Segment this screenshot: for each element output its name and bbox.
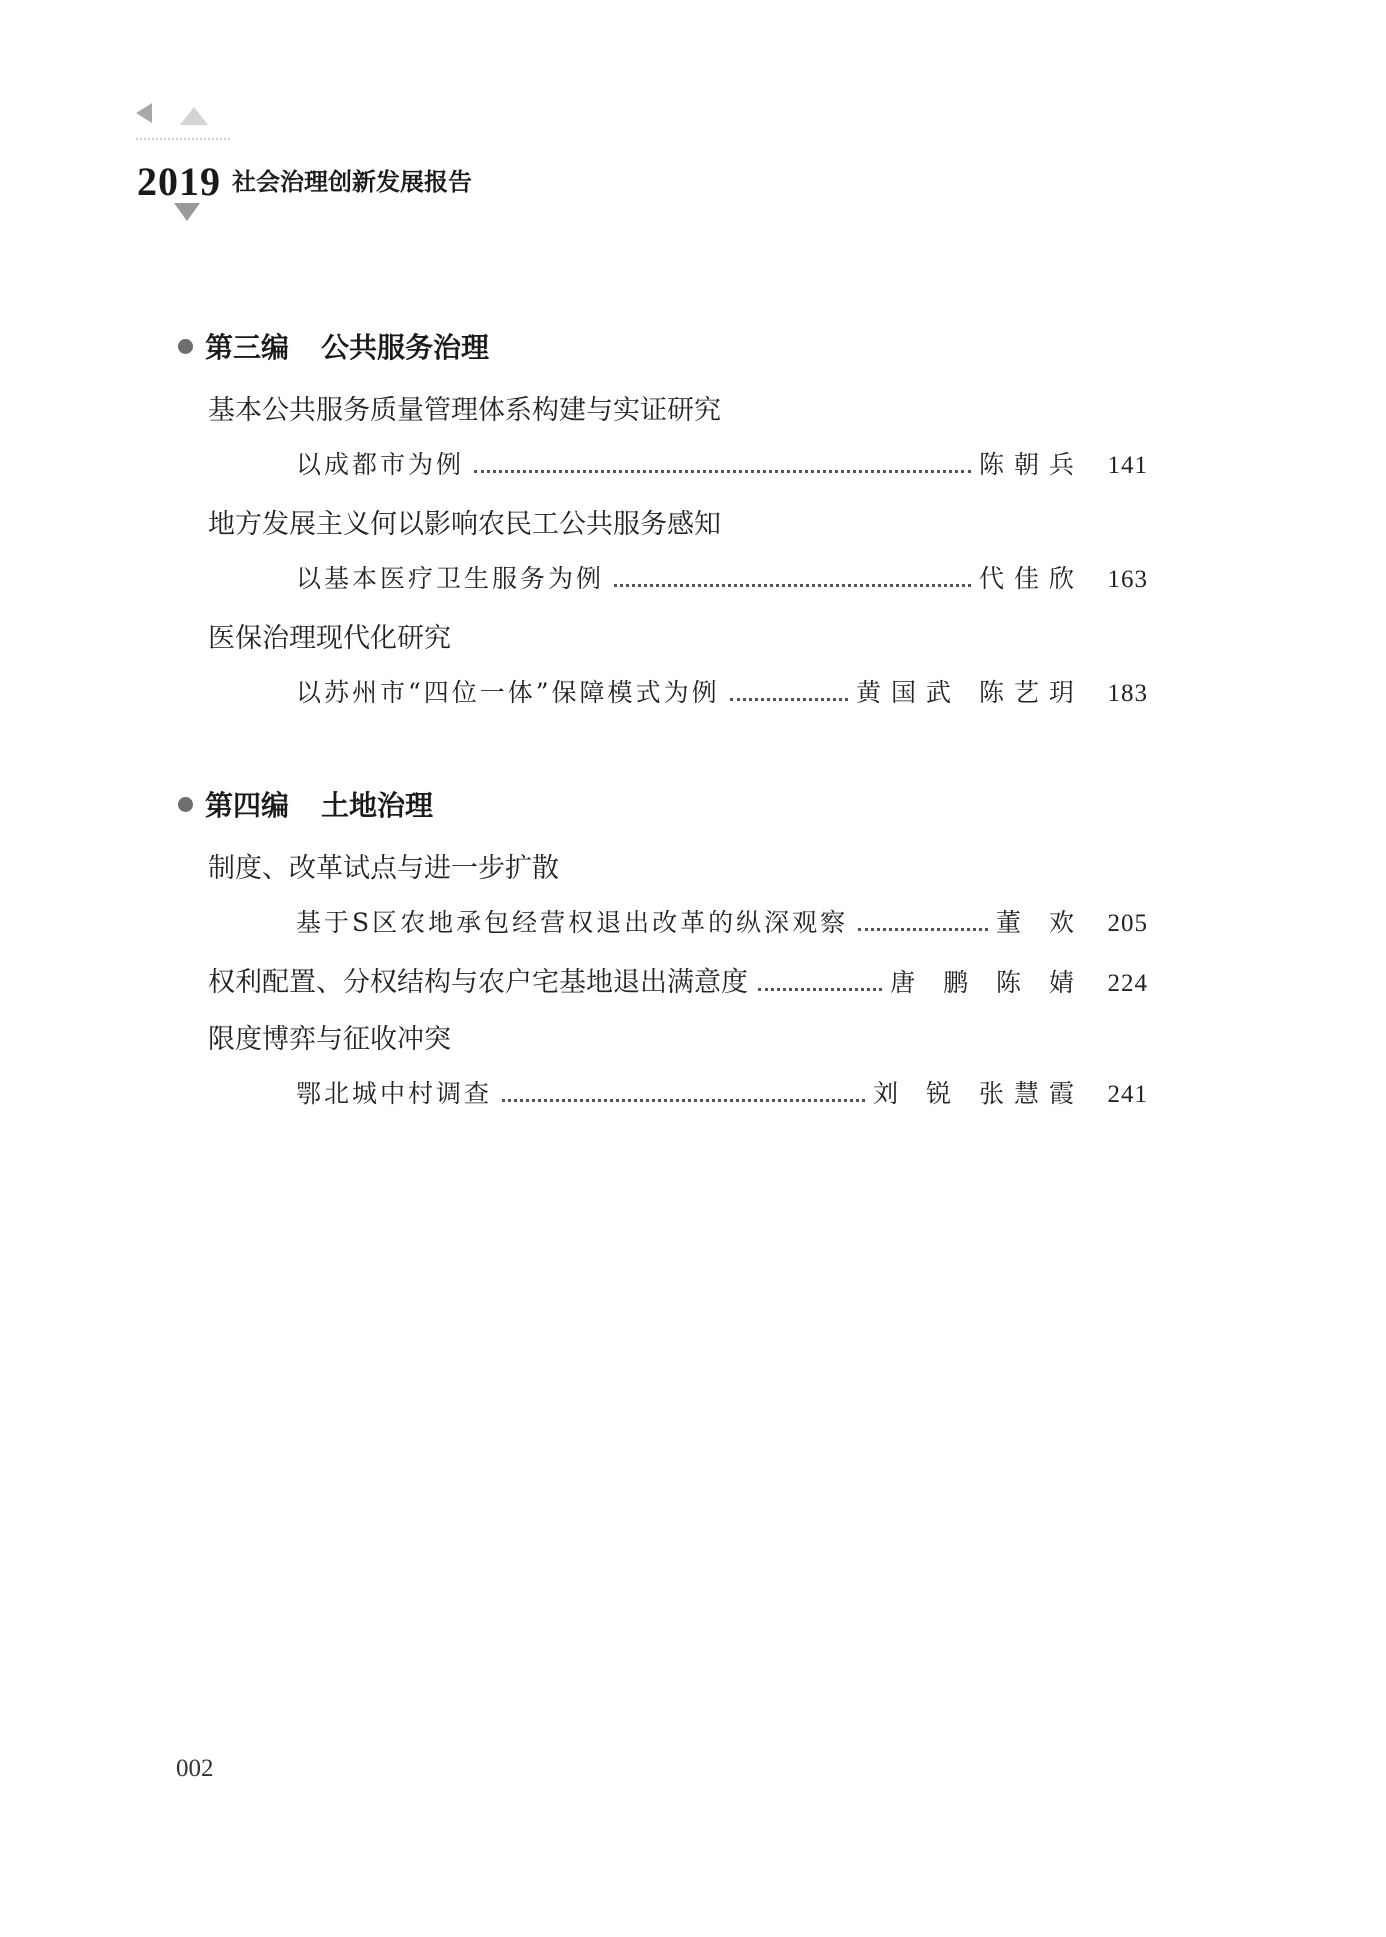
toc-entry-subtitle[interactable] bbox=[178, 889, 1158, 946]
toc-entry-subtitle-text: 基于S区农地承包经营权退出改革的纵深观察 bbox=[296, 908, 849, 937]
dot-leader bbox=[474, 470, 971, 473]
toc-entry-subtitle[interactable] bbox=[178, 431, 1158, 488]
dot-leader bbox=[614, 584, 971, 587]
toc-entry-page: 163 bbox=[1107, 566, 1148, 593]
toc-entry-page: 205 bbox=[1107, 910, 1148, 937]
section-heading bbox=[178, 318, 1158, 374]
dot-leader bbox=[730, 698, 848, 701]
toc-entry-page: 141 bbox=[1107, 452, 1148, 479]
toc-entry-title-text: 医保治理现代化研究 bbox=[208, 623, 451, 654]
toc-entry-author: 代佳欣 bbox=[978, 564, 1084, 593]
section-three bbox=[178, 318, 1158, 716]
page-number: 002 bbox=[176, 1755, 214, 1782]
bullet-icon bbox=[178, 797, 193, 812]
section-name: 土地治理 bbox=[321, 789, 434, 822]
toc-entry-author: 唐 鹏 陈 婧 bbox=[890, 968, 1084, 997]
toc-entry-page: 241 bbox=[1107, 1081, 1148, 1108]
toc-entry-title-text: 制度、改革试点与进一步扩散 bbox=[208, 853, 559, 884]
dot-leader bbox=[858, 928, 988, 931]
toc-entry-subtitle[interactable] bbox=[178, 545, 1158, 602]
toc-entry-title[interactable] bbox=[178, 374, 1158, 431]
toc-entry-author: 黄国武 陈艺玥 bbox=[856, 678, 1084, 707]
section-number: 第三编 bbox=[205, 331, 290, 364]
toc-entry-title-text: 限度博弈与征收冲突 bbox=[208, 1024, 451, 1055]
toc-entry-subtitle[interactable] bbox=[178, 1060, 1158, 1117]
toc-entry-subtitle-text: 以基本医疗卫生服务为例 bbox=[296, 564, 605, 593]
toc-entry-subtitle-text: 以苏州市“四位一体”保障模式为例 bbox=[296, 678, 720, 707]
toc-entry-author: 董 欢 bbox=[996, 908, 1084, 937]
section-four bbox=[178, 776, 1158, 1117]
toc-entry-title-text: 权利配置、分权结构与农户宅基地退出满意度 bbox=[208, 967, 748, 998]
section-number: 第四编 bbox=[205, 789, 290, 822]
toc-entry-title[interactable] bbox=[178, 602, 1158, 659]
dot-leader bbox=[502, 1099, 865, 1102]
toc-entry-title[interactable] bbox=[178, 1003, 1158, 1060]
toc-entry-subtitle-text: 鄂北城中村调查 bbox=[296, 1079, 493, 1108]
toc-entry-title-text: 基本公共服务质量管理体系构建与实证研究 bbox=[208, 395, 721, 426]
toc-entry-author: 陈朝兵 bbox=[978, 450, 1084, 479]
toc-entry[interactable] bbox=[178, 946, 1158, 1003]
dot-leader bbox=[758, 988, 882, 991]
header-book-title: 社会治理创新发展报告 bbox=[232, 168, 472, 196]
section-heading bbox=[178, 776, 1158, 832]
toc-entry-subtitle-text: 以成都市为例 bbox=[296, 450, 465, 479]
toc-entry-page: 224 bbox=[1107, 970, 1148, 997]
section-name: 公共服务治理 bbox=[321, 331, 490, 364]
bullet-icon bbox=[178, 339, 193, 354]
header-year: 2019 bbox=[137, 159, 221, 204]
toc-entry-author: 刘 锐 张慧霞 bbox=[873, 1079, 1084, 1108]
toc-entry-title[interactable] bbox=[178, 488, 1158, 545]
toc-entry-page: 183 bbox=[1107, 680, 1148, 707]
toc-entry-title[interactable] bbox=[178, 832, 1158, 889]
toc-entry-subtitle[interactable] bbox=[178, 659, 1158, 716]
toc-entry-title-text: 地方发展主义何以影响农民工公共服务感知 bbox=[208, 509, 721, 540]
